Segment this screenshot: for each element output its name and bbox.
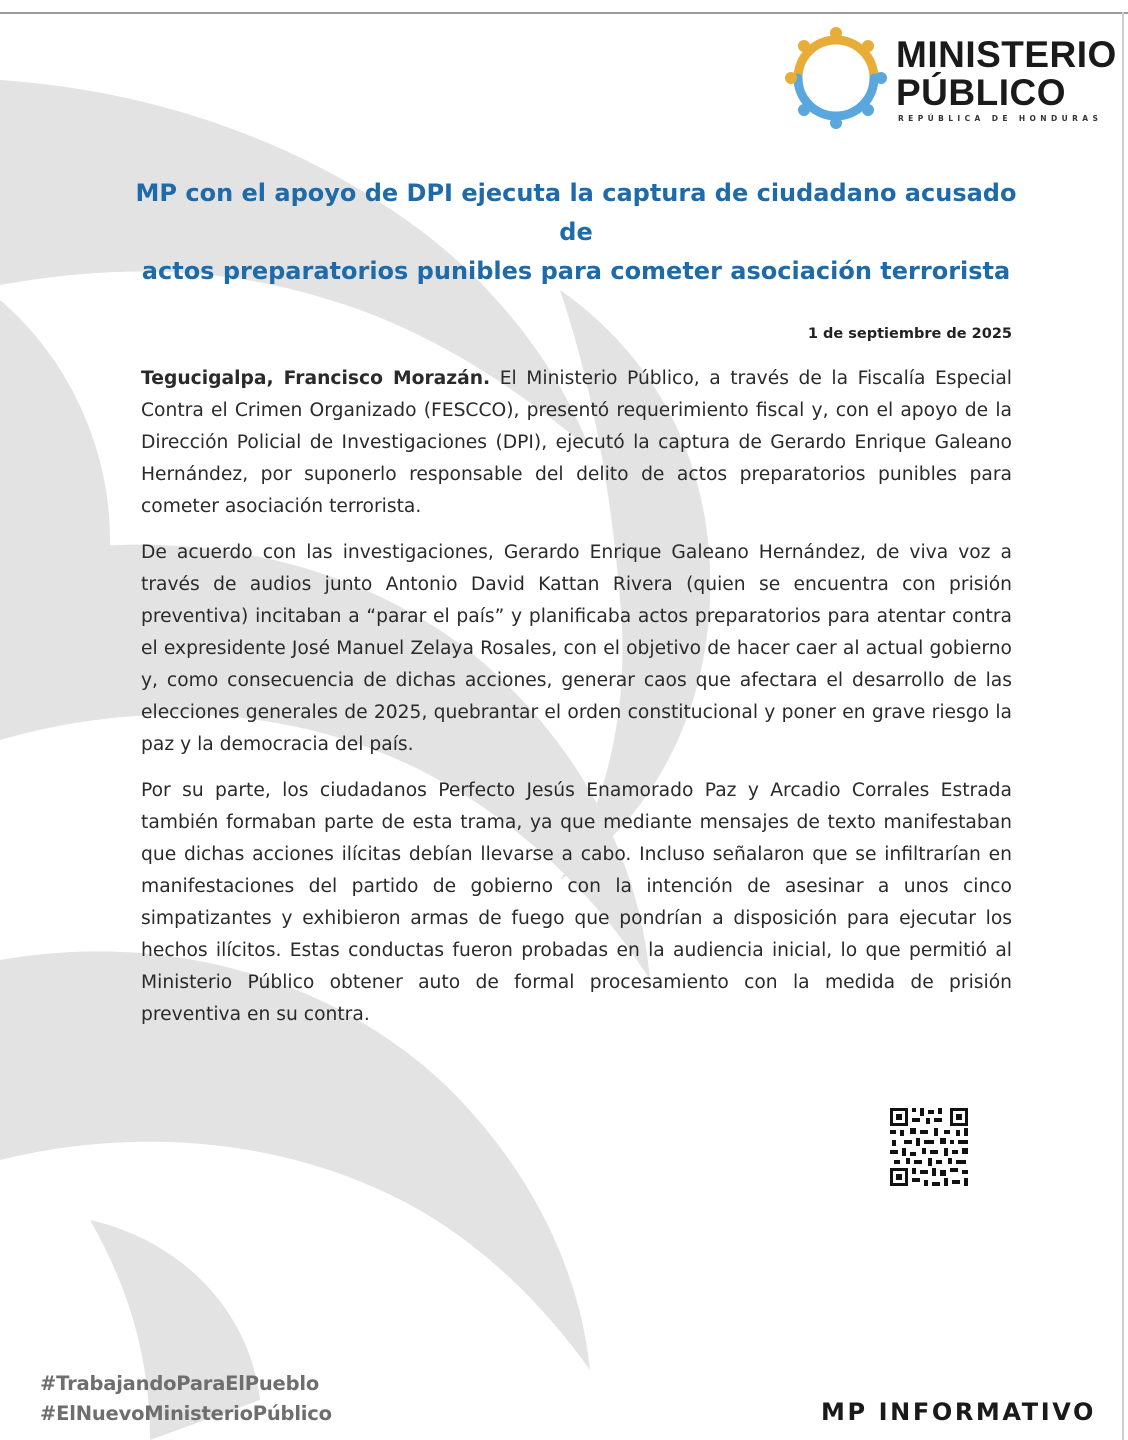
paragraph-1-text: El Ministerio Público, a través de la Fiscalía Especial Contra el Crimen Organizado (FESCCO), presentó requerimiento fiscal y, con el apoyo de la Dirección Policial de Investigaciones (DPI), ejecutó la captura de Gerardo Enrique Galeano Hernández, por suponerlo responsable del delito de actos preparatorios punibles para cometer asociación terrorista. — [141, 368, 1012, 517]
paragraph-2: De acuerdo con las investigaciones, Gerardo Enrique Galeano Hernández, de viva voz a través de audios junto Antonio David Kattan Rivera (quien se encuentra con prisión preventiva) incitaban a “parar el país” y planificaba actos preparatorios para atentar contra el expresidente José Manuel Zelaya Rosales, con el objetivo de hacer caer al actual gobierno y, como consecuencia de dichas acciones, generar caos que afectara el desarrollo de las elecciones generales de 2025, quebrantar el orden constitucional y poner en grave riesgo la paz y la democracia del país. — [141, 542, 1012, 755]
logo-text-line1: MINISTERIO — [896, 34, 1117, 75]
hashtag-trabajando: #TrabajandoParaElPueblo — [40, 1372, 320, 1395]
hashtag-nuevo-ministerio: #ElNuevoMinisterioPúblico — [40, 1402, 332, 1425]
paragraph-3: Por su parte, los ciudadanos Perfecto Jesús Enamorado Paz y Arcadio Corrales Estrada también formaban parte de esta trama, ya que mediante mensajes de texto manifestaban que dichas acciones ilícitas debían llevarse a cabo. Incluso señalaron que se infiltrarían en manifestaciones del partido de gobierno con la intención de asesinar a unos cinco simpatizantes y exhibieron armas de fuego que pondrían a disposición para ejecutar los hechos ilícitos. Estas conductas fueron probadas en la audiencia inicial, lo que permitió al Ministerio Público obtener auto de formal procesamiento con la medida de prisión preventiva en su contra. — [141, 780, 1012, 1025]
press-release-body — [141, 363, 1012, 1045]
title-line-1: MP con el apoyo de DPI ejecuta la captura de ciudadano acusado de — [135, 179, 1017, 246]
logo-subtitle: REPÚBLICA DE HONDURAS — [898, 114, 1103, 123]
press-release-title — [120, 174, 1032, 291]
footer-brand: MP INFORMATIVO — [821, 1398, 1096, 1426]
release-date: 1 de septiembre de 2025 — [807, 326, 1012, 342]
paragraph-1 — [141, 363, 1012, 523]
qr-code-icon — [888, 1106, 970, 1188]
right-border-line — [1122, 12, 1124, 1440]
lead-location: Tegucigalpa, Francisco Morazán. — [141, 368, 491, 389]
ring-of-people-icon — [784, 26, 888, 130]
title-line-2: actos preparatorios punibles para cometer asociación terrorista — [141, 257, 1011, 285]
ministerio-publico-logo — [784, 26, 1117, 130]
logo-text-line2: PÚBLICO — [896, 72, 1066, 113]
